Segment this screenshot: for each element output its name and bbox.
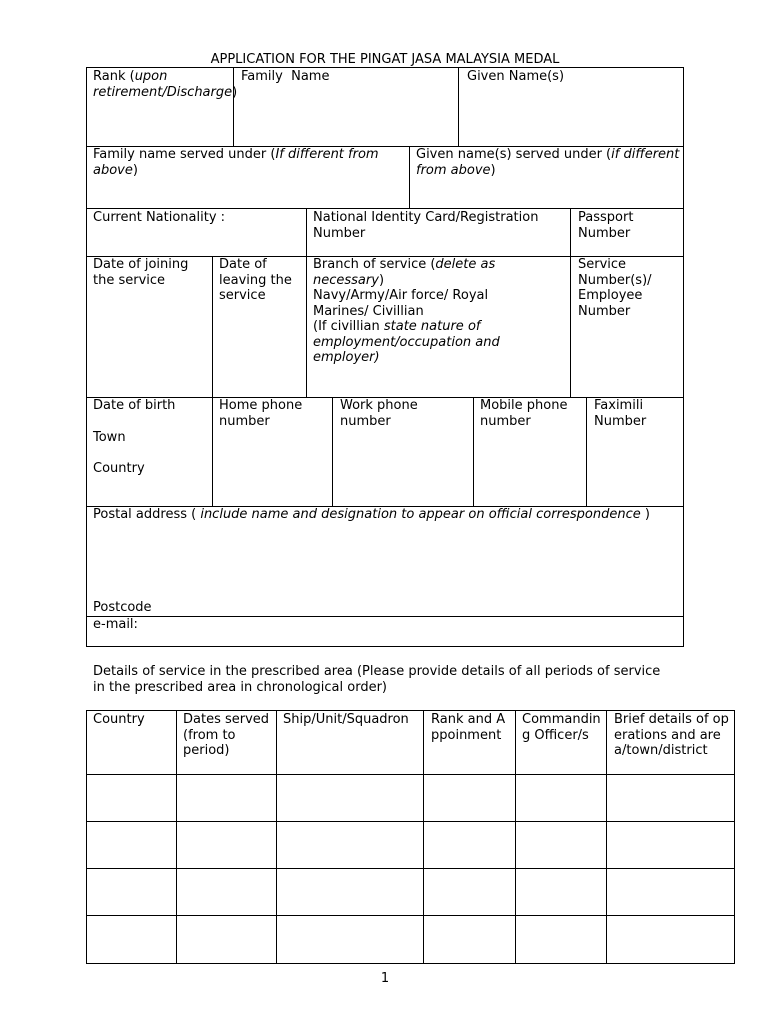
col-divider [212, 256, 213, 397]
date-of-birth-label: Date of birth [93, 398, 176, 413]
family-name-served-suffix: ) [132, 162, 138, 178]
civilian-label: (If civillian [313, 319, 384, 334]
table-cell[interactable] [516, 869, 606, 915]
col-divider [473, 397, 474, 506]
table-cell[interactable] [177, 822, 276, 868]
given-names-field[interactable] [467, 69, 677, 85]
col-divider [570, 256, 571, 397]
rank-note: upon retirement/Discharge [93, 69, 233, 100]
table-cell[interactable] [177, 869, 276, 915]
table-cell[interactable] [87, 869, 176, 915]
home-phone-field[interactable] [219, 398, 329, 429]
email-field[interactable] [93, 617, 393, 633]
given-names-served-note: if different from above [416, 147, 680, 178]
date-leaving-label: Date of leaving the service [219, 257, 292, 303]
work-phone-field[interactable] [340, 398, 450, 429]
column-header-country: Country [93, 712, 145, 727]
form-title: APPLICATION FOR THE PINGAT JASA MALAYSIA MEDAL [210, 52, 560, 67]
details-of-service-instructions: Details of service in the prescribed area (Please provide details of all periods of service in the prescribed area in chronological order) [93, 664, 661, 695]
national-id-field[interactable] [313, 210, 569, 241]
col-divider [458, 68, 459, 146]
national-id-label: National Identity Card/Registration Number [313, 210, 539, 241]
birth-details-field[interactable] [93, 398, 209, 477]
nationality-field[interactable] [93, 210, 303, 226]
table-cell[interactable] [607, 775, 734, 821]
col-divider [233, 68, 234, 146]
given-names-served-suffix: ) [490, 162, 496, 178]
family-name-label: Family Name [241, 69, 330, 84]
branch-label: Branch of service ( [313, 257, 436, 272]
town-label: Town [93, 429, 126, 445]
table-cell[interactable] [277, 916, 423, 963]
col-divider [570, 208, 571, 256]
table-cell[interactable] [177, 775, 276, 821]
col-divider [306, 208, 307, 256]
postcode-field[interactable] [93, 600, 293, 616]
col-divider [409, 146, 410, 208]
mobile-phone-field[interactable] [480, 398, 584, 429]
table-cell[interactable] [177, 916, 276, 963]
postcode-label: Postcode [93, 600, 152, 615]
date-joining-field[interactable] [93, 257, 209, 288]
postal-address-label: Postal address ( [93, 507, 201, 522]
table-cell[interactable] [277, 869, 423, 915]
table-cell[interactable] [424, 822, 515, 868]
home-phone-label: Home phone number [219, 398, 303, 429]
faximili-field[interactable] [594, 398, 674, 429]
service-number-field[interactable] [578, 257, 678, 319]
family-name-served-field[interactable] [93, 147, 393, 178]
faximili-label: Faximili Number [594, 398, 647, 429]
email-label: e-mail: [93, 617, 138, 632]
branch-heading [313, 257, 543, 288]
given-names-served-label: Given name(s) served under ( [416, 147, 612, 162]
column-header-rank-appointment: Rank and Appoinment [431, 712, 506, 743]
family-name-field[interactable] [241, 69, 455, 85]
column-header-commanding-officer: Commanding Officer/s [522, 712, 601, 743]
table-cell[interactable] [607, 822, 734, 868]
table-cell[interactable] [424, 916, 515, 963]
col-divider [332, 397, 333, 506]
postal-address-suffix: ) [640, 507, 650, 522]
column-header-ship-unit: Ship/Unit/Squadron [283, 712, 409, 727]
rank-suffix: ) [232, 84, 238, 100]
branch-options: Navy/Army/Air force/ Royal Marines/ Civillian [313, 288, 489, 319]
passport-field[interactable] [578, 210, 678, 241]
table-cell[interactable] [87, 916, 176, 963]
table-cell[interactable] [87, 775, 176, 821]
application-form [86, 67, 684, 647]
table-cell[interactable] [516, 916, 606, 963]
table-cell[interactable] [607, 916, 734, 963]
branch-of-service-field[interactable] [313, 257, 543, 366]
family-name-served-note: If different from above [93, 147, 379, 178]
table-cell[interactable] [607, 869, 734, 915]
work-phone-label: Work phone number [340, 398, 418, 429]
table-cell[interactable] [277, 822, 423, 868]
country-label: Country [93, 461, 145, 476]
postal-address-note: include name and designation to appear on official correspondence [200, 507, 641, 522]
rank-field[interactable] [93, 69, 238, 100]
family-name-served-label: Family name served under ( [93, 147, 276, 162]
page-number: 1 [380, 971, 390, 986]
given-names-served-field[interactable] [416, 147, 681, 178]
table-cell[interactable] [424, 869, 515, 915]
row-divider [87, 208, 683, 209]
col-divider [306, 256, 307, 397]
date-joining-label: Date of joining the service [93, 257, 189, 288]
postal-address-field[interactable] [93, 507, 653, 523]
branch-suffix: ) [378, 272, 385, 288]
rank-label: Rank ( [93, 69, 135, 84]
service-number-label: Service Number(s)/ Employee Number [578, 257, 652, 319]
mobile-phone-label: Mobile phone number [480, 398, 568, 429]
given-names-label: Given Name(s) [467, 69, 565, 84]
passport-label: Passport Number [578, 210, 634, 241]
column-header-brief-details: Brief details of operations and area/town/district [614, 712, 729, 758]
civilian-note [313, 319, 543, 366]
service-details-table [86, 710, 735, 964]
date-leaving-field[interactable] [219, 257, 303, 304]
table-cell[interactable] [424, 775, 515, 821]
table-cell[interactable] [87, 822, 176, 868]
civilian-instruction: state nature of employment/occupation and employer) [313, 319, 500, 365]
table-cell[interactable] [516, 775, 606, 821]
branch-note: delete as necessary [313, 257, 496, 288]
table-cell[interactable] [277, 775, 423, 821]
col-divider [212, 397, 213, 506]
column-header-dates-served: Dates served (from to period) [183, 712, 270, 758]
table-cell[interactable] [516, 822, 606, 868]
col-divider [586, 397, 587, 506]
nationality-label: Current Nationality : [93, 210, 226, 225]
